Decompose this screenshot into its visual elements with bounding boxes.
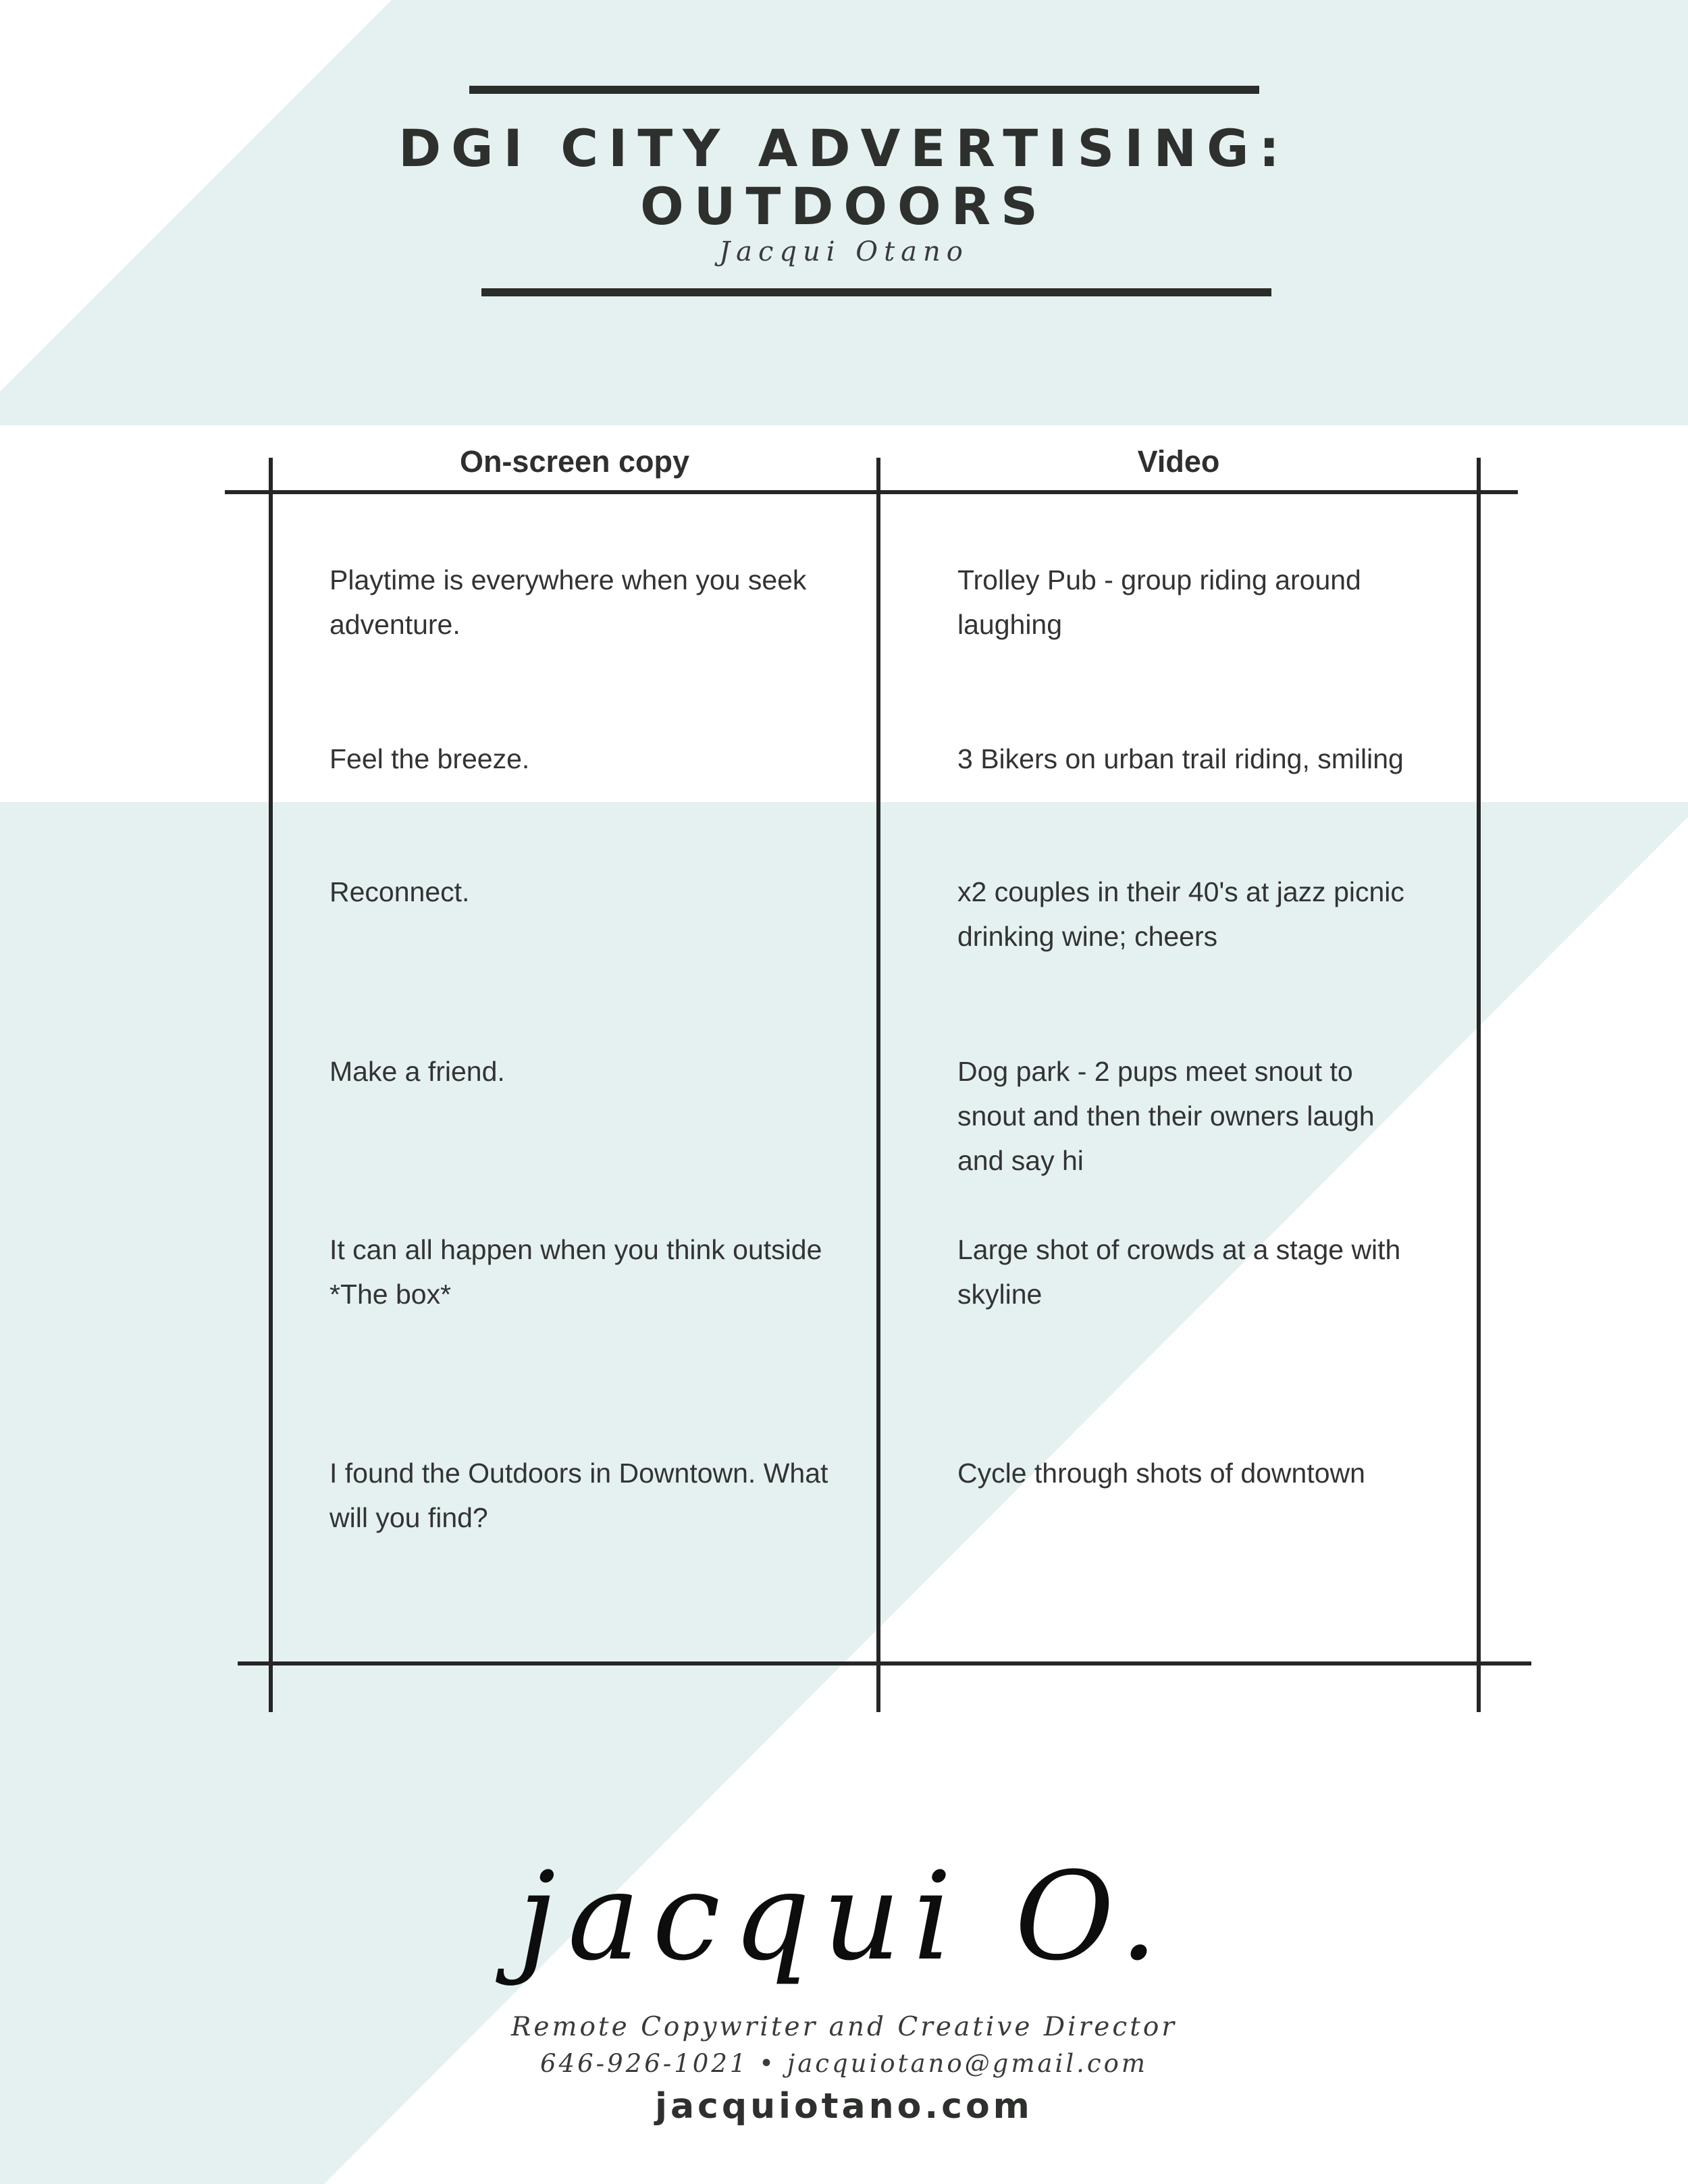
author-name: Jacqui Otano — [719, 236, 969, 267]
contact-info: 646-926-1021 • jacquiotano@gmail.com — [539, 2049, 1148, 2078]
signature: jacqui O. — [517, 1846, 1171, 1988]
table-column-divider — [876, 458, 880, 1712]
row-2-copy: Feel the breeze. — [329, 743, 530, 774]
row-3-video: x2 couples in their 40's at jazz picnic drinking wine; cheers — [957, 876, 1404, 952]
page-title-line2: OUTDOORS — [640, 176, 1048, 236]
table-bottom-rule — [238, 1661, 1531, 1666]
column-header-video: Video — [1137, 444, 1220, 479]
row-5-copy: It can all happen when you think outside *The box* — [329, 1234, 822, 1310]
row-2-video: 3 Bikers on urban trail riding, smiling — [957, 743, 1404, 774]
row-5-video: Large shot of crowds at a stage with skyline — [957, 1234, 1401, 1310]
website: jacquiotano.com — [655, 2086, 1033, 2127]
row-3-copy: Reconnect. — [329, 876, 470, 907]
row-6-copy: I found the Outdoors in Downtown. What will you find? — [329, 1458, 828, 1533]
table-left-border — [269, 458, 273, 1712]
tagline: Remote Copywriter and Creative Director — [511, 2012, 1177, 2042]
row-1-video: Trolley Pub - group riding around laughing — [957, 564, 1361, 640]
row-6-video: Cycle through shots of downtown — [957, 1458, 1365, 1489]
header-top-rule — [469, 86, 1259, 94]
row-4-video: Dog park - 2 pups meet snout to snout and then their owners laugh and say hi — [957, 1056, 1375, 1176]
table-right-border — [1477, 458, 1481, 1712]
table-header-rule — [225, 490, 1518, 494]
row-4-copy: Make a friend. — [329, 1056, 505, 1087]
page-title-line1: DGI CITY ADVERTISING: — [398, 118, 1290, 178]
column-header-onscreen-copy: On-screen copy — [459, 444, 690, 479]
header-bottom-rule — [481, 288, 1271, 296]
row-1-copy: Playtime is everywhere when you seek adventure. — [329, 564, 807, 640]
